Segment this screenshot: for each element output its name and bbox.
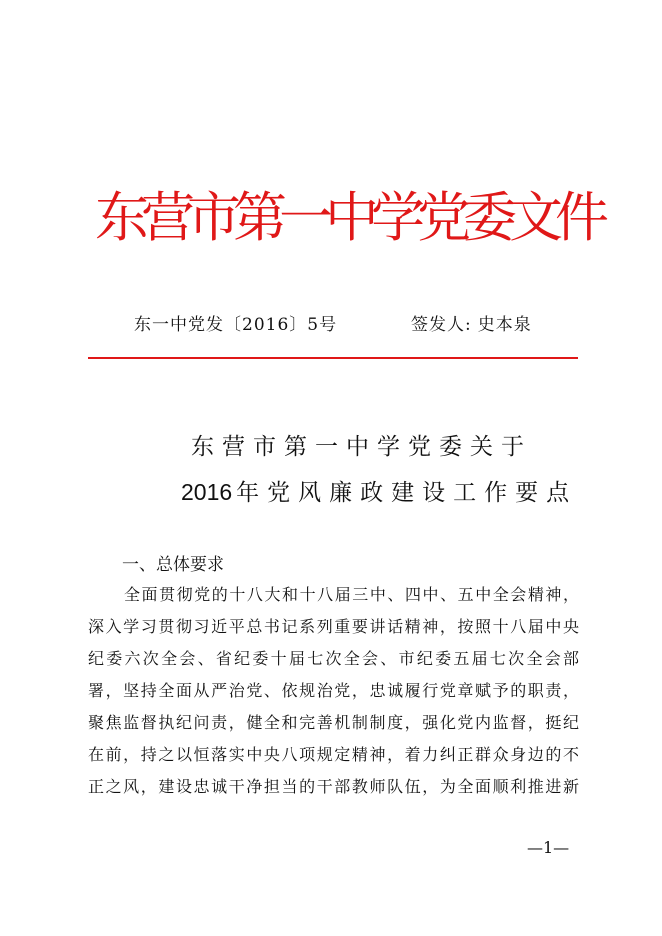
masthead-char: 件 [555,186,609,249]
title-rest: 年党风廉政建设工作要点 [236,480,578,506]
masthead-char: 第 [233,186,287,249]
title-year: 2016 [181,479,233,505]
masthead-char: 委 [463,186,517,249]
body-line: 正之风，建设忠诚干净担当的干部教师队伍，为全面顺利推进新 [88,777,579,796]
masthead-char: 中 [325,186,379,249]
body-line: 在前，持之以恒落实中央八项规定精神，着力纠正群众身边的不 [88,745,579,764]
signer-label: 签发人: [411,315,472,335]
section-heading: 一、总体要求 [122,555,224,575]
red-divider [88,357,578,359]
masthead-char: 文 [509,186,563,249]
body-line: 全面贯彻党的十八大和十八届三中、四中、五中全会精神， [124,585,579,604]
document-title-line-1: 东营市第一中学党委关于 [191,434,532,460]
masthead-char: 东 [95,186,149,249]
page-number: —1— [527,838,570,857]
document-title-line-2 [181,474,577,507]
masthead-char: 学 [371,186,425,249]
body-line: 聚焦监督执纪问责，健全和完善机制制度，强化党内监督，挺纪 [88,713,579,732]
signer [411,310,532,335]
masthead-char: 党 [417,186,471,249]
masthead [95,178,609,258]
masthead-char: 市 [187,186,241,249]
signer-name: 史本泉 [477,315,532,335]
masthead-char: 营 [141,186,195,249]
body-paragraph [88,579,579,803]
body-line: 深入学习贯彻习近平总书记系列重要讲话精神，按照十八届中央 [88,617,579,636]
body-line: 纪委六次全会、省纪委十届七次全会、市纪委五届七次全会部 [88,649,579,668]
document-number: 东一中党发〔2016〕5号 [134,315,338,335]
body-line: 署，坚持全面从严治党、依规治党，忠诚履行党章赋予的职责， [88,681,579,700]
masthead-char: 一 [279,186,333,249]
